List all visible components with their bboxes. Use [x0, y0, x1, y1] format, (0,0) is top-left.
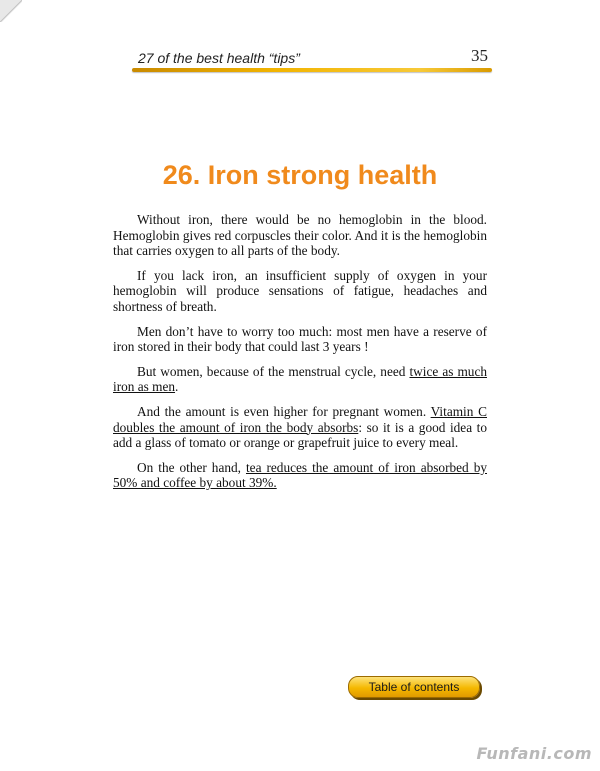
watermark-logo: Funfani.com: [476, 744, 592, 763]
paragraph-3: Men don’t have to worry too much: most men have a reserve of iron stored in their body that could last 3 years !: [113, 323, 487, 355]
paragraph-4-end: .: [175, 379, 179, 395]
running-title: 27 of the best health “tips”: [138, 50, 300, 66]
paragraph-6-underlined: tea reduces the amount of iron absorbed by 50% and coffee by about 39%.: [113, 459, 487, 491]
page-number: 35: [471, 46, 488, 65]
page-header: [132, 44, 492, 74]
paragraph-5-end: : so it is a good idea to add a glass of tomato or orange or grapefruit juice to every meal.: [113, 419, 487, 451]
header-rule: [132, 68, 492, 72]
paragraph-6: [113, 460, 487, 491]
chapter-title: 26. Iron strong health: [162, 160, 438, 190]
paragraph-5: [113, 404, 487, 451]
paragraph-5-underlined: Vitamin C doubles the amount of iron the body absorbs: [113, 403, 487, 435]
paragraph-4: [113, 364, 487, 395]
paragraph-1: Without iron, there would be no hemoglobin in the blood. Hemoglobin gives red corpuscles their color. And it is the hemoglobin that carries oxygen to all parts of the body.: [113, 212, 487, 259]
paragraph-6-text: On the other hand,: [137, 459, 246, 475]
body-text: [113, 212, 487, 500]
paragraph-4-text: But women, because of the menstrual cycle, need: [137, 363, 410, 379]
paragraph-4-underlined: twice as much iron as men: [113, 363, 487, 395]
paragraph-5-text: And the amount is even higher for pregnant women.: [137, 403, 431, 419]
page-corner-fold: [0, 0, 22, 22]
table-of-contents-button[interactable]: Table of contents: [348, 676, 480, 698]
paragraph-2: If you lack iron, an insufficient supply of oxygen in your hemoglobin will produce sensations of fatigue, headaches and shortness of breath.: [113, 267, 487, 314]
